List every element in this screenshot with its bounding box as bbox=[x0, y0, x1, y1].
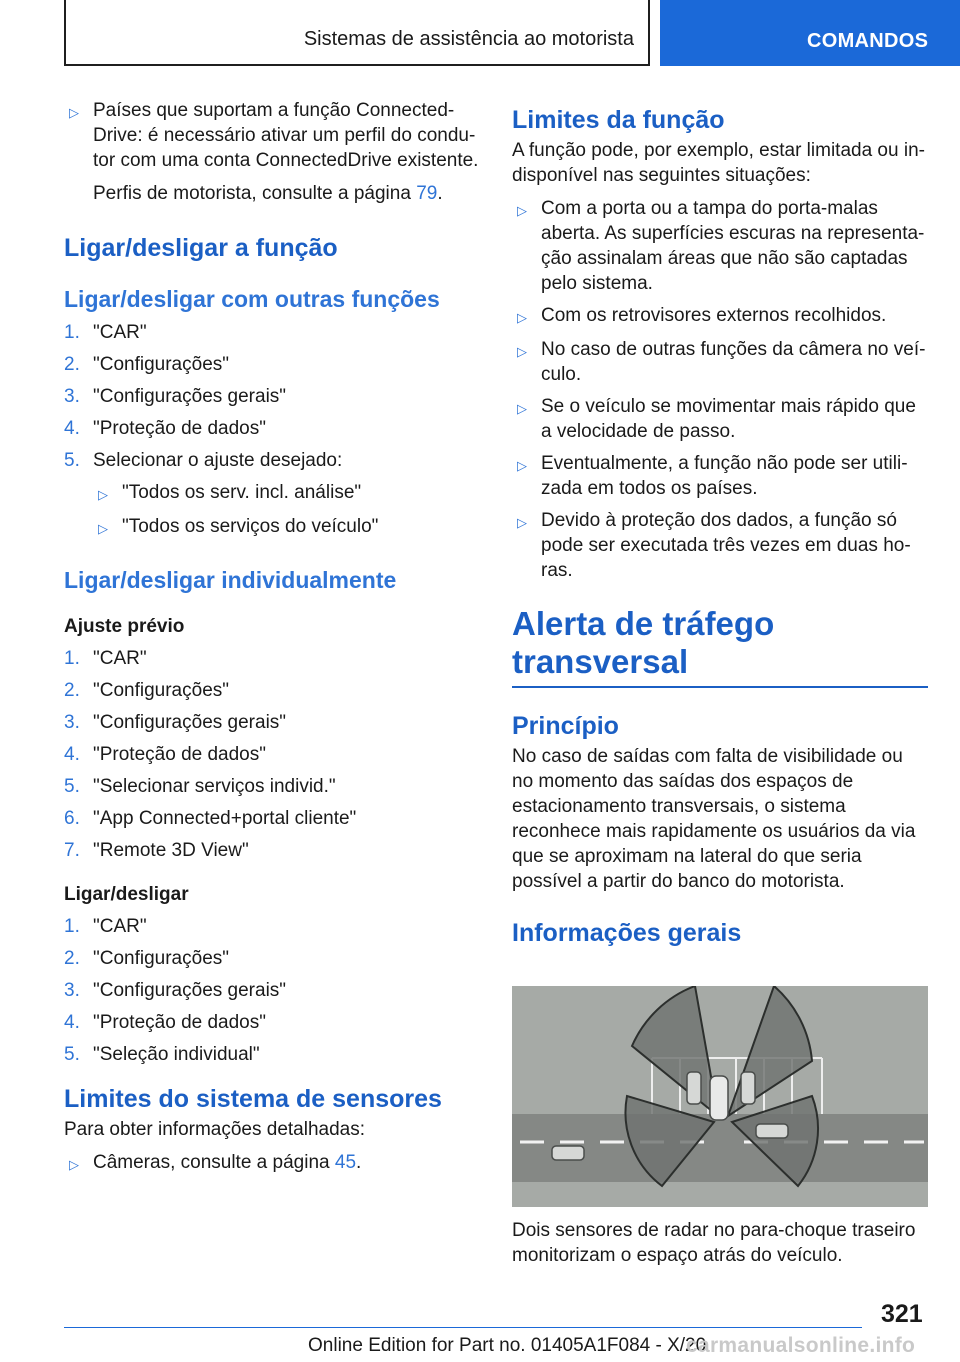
heading-cross-traffic-alert bbox=[512, 605, 928, 681]
bullet-triangle-icon: ▷ bbox=[517, 203, 527, 218]
list-item bbox=[64, 98, 480, 173]
step-text: "CAR" bbox=[93, 322, 147, 343]
step-number: 6. bbox=[64, 808, 80, 829]
page-link-79[interactable]: 79 bbox=[416, 183, 438, 204]
step-text: "Selecionar serviços individ." bbox=[93, 776, 336, 797]
heading-function-limits: Limites da função bbox=[512, 106, 725, 134]
cameras-ref-text: Câmeras, consulte a página bbox=[93, 1152, 330, 1173]
step-number: 1. bbox=[64, 322, 80, 343]
step-number: 5. bbox=[64, 1044, 80, 1065]
heading-principle: Princípio bbox=[512, 712, 619, 740]
step-text: "Configurações" bbox=[93, 948, 230, 969]
steps-other-list bbox=[64, 320, 480, 473]
step-text: Selecionar o ajuste desejado: bbox=[93, 450, 343, 471]
list-item bbox=[64, 946, 480, 971]
list-item bbox=[64, 914, 480, 939]
bullet-triangle-icon: ▷ bbox=[98, 521, 108, 536]
limit-text: Devido à proteção dos dados, a função só pode ser executada três vezes em duas horas. bbox=[541, 510, 911, 581]
step-text: "CAR" bbox=[93, 916, 147, 937]
heading-line-1: Alerta de tráfego bbox=[512, 605, 775, 642]
bullet-triangle-icon: ▷ bbox=[517, 310, 527, 325]
step-text: "Proteção de dados" bbox=[93, 744, 266, 765]
steps-onoff-list bbox=[64, 914, 480, 1067]
intro-reference: Perfis de motorista, consulte a página 79. bbox=[93, 183, 443, 204]
list-item bbox=[64, 384, 480, 409]
function-limits-intro: A função pode, por exemplo, estar limitada ou indisponível nas seguintes situações: bbox=[512, 140, 925, 186]
list-item bbox=[64, 1010, 480, 1035]
sensor-limits-intro: Para obter informações detalhadas: bbox=[64, 1119, 366, 1140]
sub-option-text: "Todos os serv. incl. análise" bbox=[122, 482, 362, 503]
list-item bbox=[64, 710, 480, 735]
step-text: "App Connected+portal cliente" bbox=[93, 808, 357, 829]
sub-options-list bbox=[64, 480, 480, 541]
watermark: carmanualsonline.info bbox=[686, 1334, 916, 1357]
list-item bbox=[93, 514, 480, 541]
footer-rule bbox=[64, 1327, 862, 1328]
list-item bbox=[64, 352, 480, 377]
step-number: 4. bbox=[64, 1012, 80, 1033]
step-number: 3. bbox=[64, 386, 80, 407]
bullet-triangle-icon: ▷ bbox=[517, 401, 527, 416]
list-item bbox=[64, 742, 480, 767]
limit-text: Com os retrovisores externos recolhidos. bbox=[541, 305, 887, 326]
list-item bbox=[512, 303, 928, 330]
step-text: "Configurações gerais" bbox=[93, 980, 287, 1001]
step-text: "Proteção de dados" bbox=[93, 418, 266, 439]
list-item bbox=[64, 646, 480, 671]
function-limits-list bbox=[512, 196, 928, 583]
heading-line-2: transversal bbox=[512, 643, 689, 680]
list-item bbox=[512, 196, 928, 296]
step-text: "Proteção de dados" bbox=[93, 1012, 266, 1033]
list-item bbox=[512, 508, 928, 583]
footer-edition: Online Edition for Part no. 01405A1F084 - X/20 bbox=[308, 1335, 707, 1356]
heading-with-other-functions: Ligar/desligar com outras funções bbox=[64, 286, 440, 312]
step-number: 2. bbox=[64, 354, 80, 375]
bullet-triangle-icon: ▷ bbox=[98, 487, 108, 502]
header-section-box bbox=[64, 0, 650, 66]
limit-text: No caso de outras funções da câmera no veículo. bbox=[541, 339, 926, 385]
right-column bbox=[512, 98, 928, 948]
heading-individually: Ligar/desligar individualmente bbox=[64, 567, 397, 593]
heading-sensor-limits: Limites do sistema de sensores bbox=[64, 1085, 442, 1113]
step-number: 4. bbox=[64, 418, 80, 439]
list-item bbox=[64, 806, 480, 831]
page-link-45[interactable]: 45 bbox=[334, 1152, 357, 1173]
list-item bbox=[93, 480, 480, 507]
page-number: 321 bbox=[881, 1300, 923, 1328]
step-number: 5. bbox=[64, 776, 80, 797]
sub-option-text: "Todos os serviços do veículo" bbox=[122, 516, 379, 537]
limit-text: Eventualmente, a função não pode ser utilizada em todos os países. bbox=[541, 453, 908, 499]
bullet-triangle-icon: ▷ bbox=[69, 105, 79, 120]
step-number: 7. bbox=[64, 840, 80, 861]
step-number: 2. bbox=[64, 948, 80, 969]
step-text: "Configurações" bbox=[93, 354, 230, 375]
step-text: "Configurações gerais" bbox=[93, 712, 287, 733]
heading-switch-function: Ligar/desligar a função bbox=[64, 234, 338, 262]
bullet-triangle-icon: ▷ bbox=[517, 458, 527, 473]
heading-general-info: Informações gerais bbox=[512, 919, 742, 947]
step-number: 1. bbox=[64, 916, 80, 937]
step-number: 5. bbox=[64, 450, 80, 471]
principle-text: No caso de saídas com falta de visibilidade ou no momento das saídas dos espaços de estacionamento transversais, o sistema reconhece mais rapidamente os usuários da via que se aproximam na lateral do que seria possível a partir do banco do motorista. bbox=[512, 746, 916, 892]
bullet-triangle-icon: ▷ bbox=[69, 1157, 79, 1172]
step-text: "Configurações" bbox=[93, 680, 230, 701]
list-item bbox=[64, 678, 480, 703]
step-number: 2. bbox=[64, 680, 80, 701]
limit-text: Se o veículo se movimentar mais rápido que a velocidade de passo. bbox=[541, 396, 916, 442]
step-text: "Configurações gerais" bbox=[93, 386, 287, 407]
figure-caption: Dois sensores de radar no para-choque traseiro monitorizam o espaço atrás do veículo. bbox=[512, 1220, 916, 1266]
list-item bbox=[512, 394, 928, 444]
list-item bbox=[64, 978, 480, 1003]
header-chapter-tab bbox=[660, 0, 960, 66]
intro-ref-text: Perfis de motorista, consulte a página bbox=[93, 183, 411, 204]
list-item bbox=[64, 774, 480, 799]
list-item bbox=[512, 451, 928, 501]
list-item bbox=[64, 416, 480, 441]
list-item bbox=[64, 448, 480, 473]
bullet-triangle-icon: ▷ bbox=[517, 515, 527, 530]
step-text: "CAR" bbox=[93, 648, 147, 669]
step-text: "Seleção individual" bbox=[93, 1044, 260, 1065]
step-text: "Remote 3D View" bbox=[93, 840, 249, 861]
radar-coverage-illustration bbox=[512, 986, 928, 1207]
step-number: 3. bbox=[64, 712, 80, 733]
intro-bullet-text: Países que suportam a função ConnectedDrive: é necessário ativar um perfil do condutor com uma conta ConnectedDrive existente. bbox=[93, 100, 479, 171]
step-number: 3. bbox=[64, 980, 80, 1001]
cross-traffic-figure bbox=[512, 986, 928, 1207]
step-number: 1. bbox=[64, 648, 80, 669]
heading-preset: Ajuste prévio bbox=[64, 616, 185, 637]
list-item bbox=[512, 337, 928, 387]
list-item bbox=[64, 838, 480, 863]
bullet-triangle-icon: ▷ bbox=[517, 344, 527, 359]
limit-text: Com a porta ou a tampa do porta-malas aberta. As superfícies escuras na representação assinalam áreas que não são captadas pelo sistema. bbox=[541, 198, 925, 294]
header-chapter-title: COMANDOS bbox=[807, 30, 929, 52]
left-column bbox=[64, 98, 480, 1177]
step-number: 4. bbox=[64, 744, 80, 765]
list-item bbox=[64, 1042, 480, 1067]
heading-rule bbox=[512, 686, 928, 688]
list-item: ▷ Câmeras, consulte a página 45. bbox=[64, 1150, 480, 1177]
heading-on-off: Ligar/desligar bbox=[64, 884, 189, 905]
header-section-title: Sistemas de assistência ao motorista bbox=[303, 28, 634, 50]
list-item bbox=[64, 320, 480, 345]
steps-preset-list bbox=[64, 646, 480, 863]
